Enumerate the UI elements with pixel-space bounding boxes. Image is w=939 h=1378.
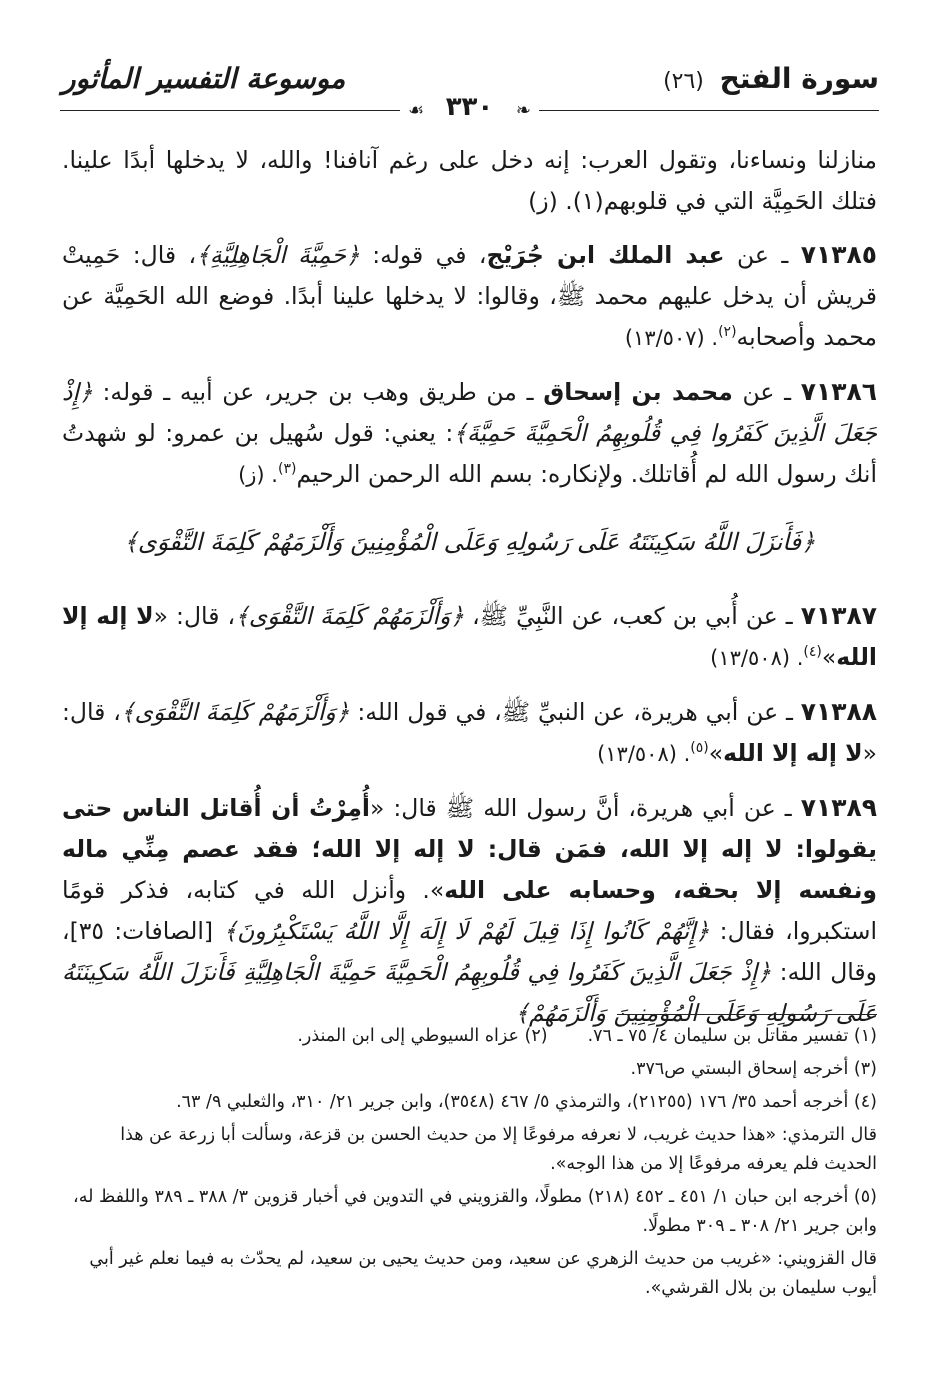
text: ، في قوله: xyxy=(359,241,487,269)
hadith-71388 xyxy=(62,691,877,775)
entry-number: ٧١٣٨٧ xyxy=(800,601,878,630)
text: ـ عن أبي هريرة، عن النبيِّ ﷺ، في قول الله: xyxy=(349,698,801,726)
footnote-2: (٢) عزاه السيوطي إلى ابن المنذر. xyxy=(297,1026,548,1046)
text: : يعني: قول سُهيل بن عمرو: لو شهدتُ أنك رسول الله لم أُقاتلك. ولإنكاره: بسم الله الرحمن الرحيم xyxy=(62,419,877,488)
hadith-71387 xyxy=(62,595,877,679)
main-text xyxy=(62,140,877,508)
narrator-name: عبد الملك ابن جُرَيْج xyxy=(486,241,725,269)
text: » xyxy=(708,739,724,767)
hadith-text: أُمِرْتُ أن أُقاتل الناس حتى يقولوا: لا إله إلا الله، فمَن قال: لا إله إلا الله؛ فقد عصم مِنِّي ماله ونفسه إلا بحقه، وحسابه على الله xyxy=(62,794,878,904)
paragraph-continuation: منازلنا ونساءنا، وتقول العرب: إنه دخل على رغم آنافنا! والله، لا يدخلها أبدًا علينا. فتلك الحَمِيَّة التي في قلوبهم(١). (ز) xyxy=(62,146,877,215)
quran-quote: ﴿إِنَّهُمْ كَانُوا إِذَا قِيلَ لَهُمْ لَا إِلَهَ إِلَّا اللَّهُ يَسْتَكْبِرُونَ﴾ xyxy=(223,917,710,945)
surah-title: سورة الفتح xyxy=(719,62,879,95)
hadith-text: لا إله إلا الله xyxy=(723,739,863,767)
volume-ref: . (١٣/٥٠٨) xyxy=(597,742,691,766)
hadith-text: لا إله إلا الله xyxy=(62,602,877,671)
text: ، قال: حَمِيتْ قريش أن يدخل عليهم محمد ﷺ، وقالوا: لا يدخلها علينا أبدًا. فوضع الله الحَمِيَّة عن محمد وأصحابه xyxy=(62,241,877,351)
footnotes xyxy=(62,1022,877,1307)
entry-number: ٧١٣٨٦ xyxy=(800,377,877,406)
text: ». وأنزل الله في كتابه، فذكر قومًا استكبروا، فقال: xyxy=(62,876,877,945)
ornament-icon: ❧ xyxy=(515,100,531,121)
entry-number: ٧١٣٨٩ xyxy=(800,793,877,822)
text: ـ عن xyxy=(724,241,801,269)
quran-quote: ﴿حَمِيَّةَ الْجَاهِلِيَّةِ﴾ xyxy=(196,241,360,269)
entry-number: ٧١٣٨٥ xyxy=(800,240,877,269)
footnote-5-comment: قال القزويني: «غريب من حديث الزهري عن سعيد، ومن حديث يحيى بن سعيد، لم يحدّث به فيما نعلم غير أبي أيوب سليمان بن بلال القرشي». xyxy=(89,1249,877,1298)
hadith-71386 xyxy=(62,371,877,496)
footnote-4: (٤) أخرجه أحمد ٣٥/ ١٧٦ (٢١٢٥٥)، والترمذي ٥/ ٤٦٧ (٣٥٤٨)، وابن جرير ٢١/ ٣١٠، والثعلبي ٩/ ٦٣. xyxy=(176,1092,877,1112)
text: ، قال: « xyxy=(153,602,236,630)
entry-number: ٧١٣٨٨ xyxy=(800,697,877,726)
page-number: ٣٣٠ xyxy=(445,92,494,122)
text: [الصافات: ٣٥]، وقال الله: xyxy=(62,917,878,986)
header-surah xyxy=(663,62,879,95)
text: ـ عن أُبي بن كعب، عن النَّبِيِّ ﷺ، xyxy=(464,602,801,630)
ornament-icon: ☙ xyxy=(408,100,425,121)
main-text-2 xyxy=(62,595,877,1046)
footnote-rule xyxy=(617,1014,877,1015)
footnote-ref: (٣) xyxy=(277,461,297,478)
volume-ref: . (ز) xyxy=(238,463,278,487)
volume-ref: . (١٣/٥٠٨) xyxy=(710,646,804,670)
footnote-ref: (٤) xyxy=(803,644,822,661)
text: ـ عن xyxy=(732,378,801,406)
ayah-heading: ﴿فَأَنزَلَ اللَّهُ سَكِينَتَهُ عَلَى رَسُولِهِ وَعَلَى الْمُؤْمِنِينَ وَأَلْزَمَهُمْ كَلِمَةَ التَّقْوَى﴾ xyxy=(123,528,816,556)
quran-quote: ﴿إِذْ جَعَلَ الَّذِينَ كَفَرُوا فِي قُلُوبِهِمُ الْحَمِيَّةَ حَمِيَّةَ﴾ xyxy=(62,378,877,447)
hadith-71385 xyxy=(62,234,877,359)
footnote-ref: (٥) xyxy=(690,740,709,757)
hadith-71389 xyxy=(62,787,877,1034)
footnote-5: (٥) أخرجه ابن حبان ١/ ٤٥١ ـ ٤٥٢ (٢١٨) مطولًا، والقزويني في التدوين في أخبار قزوين ٣/ ٣٨٨ ـ ٣٨٩ واللفظ له، وابن جرير ٢١/ ٣٠٨ ـ ٣٠٩ مطولًا. xyxy=(73,1187,877,1236)
footnote-ref: (٢) xyxy=(718,324,737,341)
text: ـ من طريق وهب بن جرير، عن أبيه ـ قوله: xyxy=(92,378,544,406)
header-book-title: موسوعة التفسير المأثور xyxy=(62,62,346,95)
quran-quote: ﴿إِذْ جَعَلَ الَّذِينَ كَفَرُوا فِي قُلُوبِهِمُ الْحَمِيَّةَ حَمِيَّةَ الْجَاهِلِيَّةِ فَأَنزَلَ اللَّهُ سَكِينَتَهُ عَلَى رَسُولِهِ وَعَلَى الْمُؤْمِنِينَ وَأَلْزَمَهُمْ﴾ xyxy=(62,958,877,1027)
surah-number: (٢٦) xyxy=(663,69,704,94)
footnote-1: (١) تفسير مقاتل بن سليمان ٤/ ٧٥ ـ ٧٦. xyxy=(587,1026,877,1046)
volume-ref: . (١٣/٥٠٧) xyxy=(624,326,719,350)
text: ، قال: « xyxy=(62,698,877,767)
text: ـ عن أبي هريرة، أنَّ رسول الله ﷺ قال: « xyxy=(369,794,801,822)
footnote-4-comment: قال الترمذي: «هذا حديث غريب، لا نعرفه مرفوعًا إلا من حديث الحسن بن قزعة، وسألت أبا زرعة عن هذا الحديث فلم يعرفه مرفوعًا إلا من هذا الوجه». xyxy=(120,1125,877,1174)
quran-quote: ﴿وَأَلْزَمَهُمْ كَلِمَةَ التَّقْوَى﴾ xyxy=(235,602,465,630)
text: » xyxy=(821,643,837,671)
footnote-row xyxy=(62,1022,877,1055)
narrator-name: محمد بن إسحاق xyxy=(543,378,733,406)
footnote-3: (٣) أخرجه إسحاق البستي ص٣٧٦. xyxy=(630,1059,877,1079)
quran-quote: ﴿وَأَلْزَمَهُمْ كَلِمَةَ التَّقْوَى﴾ xyxy=(120,698,350,726)
